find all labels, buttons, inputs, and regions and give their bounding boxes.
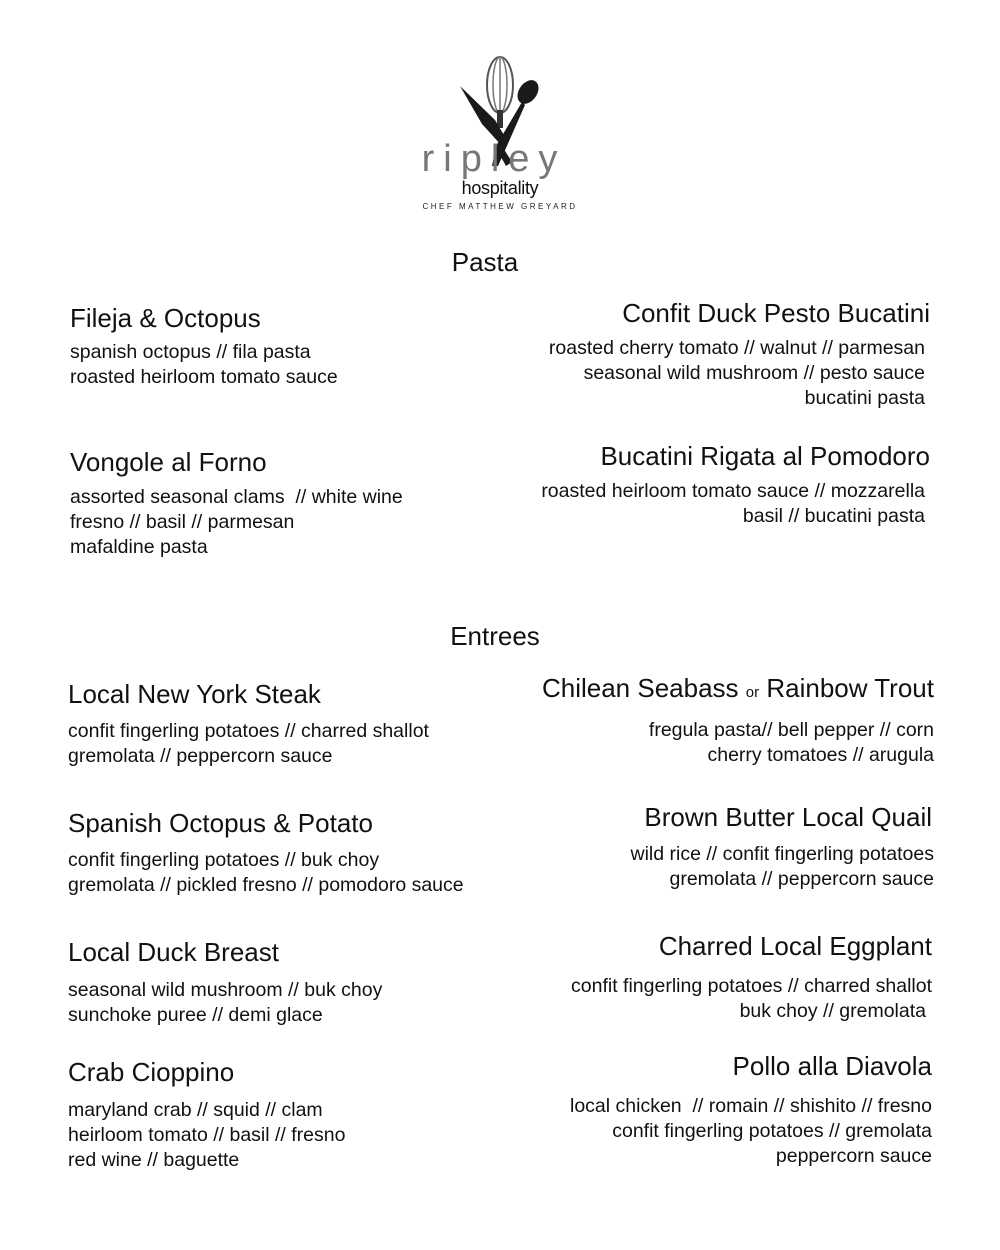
item-description bbox=[542, 718, 934, 768]
description-line: red wine // baguette bbox=[68, 1149, 240, 1171]
description-line: Rainbow Trout bbox=[766, 673, 934, 703]
description-line: wild rice // confit fingerling potatoes bbox=[630, 843, 934, 865]
menu-item bbox=[68, 1056, 345, 1173]
item-description bbox=[570, 1094, 932, 1169]
item-title: Brown Butter Local Quail bbox=[644, 802, 932, 832]
item-description bbox=[631, 842, 935, 892]
menu-item bbox=[571, 930, 932, 1024]
item-title: Vongole al Forno bbox=[70, 447, 267, 477]
item-description bbox=[70, 340, 338, 390]
description-line: gremolata // peppercorn sauce bbox=[669, 868, 934, 890]
item-title: Spanish Octopus & Potato bbox=[68, 808, 373, 838]
description-line: fresno // basil // parmesan bbox=[70, 511, 295, 533]
description-line: mafaldine pasta bbox=[70, 536, 208, 558]
description-line: or bbox=[745, 684, 760, 701]
item-title: Confit Duck Pesto Bucatini bbox=[622, 298, 930, 328]
description-line: confit fingerling potatoes // charred shallot bbox=[571, 975, 932, 997]
item-title: Bucatini Rigata al Pomodoro bbox=[600, 441, 930, 471]
menu-item bbox=[70, 446, 403, 560]
description-line: sunchoke puree // demi glace bbox=[68, 1004, 323, 1026]
logo-wordmark: ripley bbox=[421, 138, 567, 180]
description-line: basil // bucatini pasta bbox=[742, 505, 925, 527]
description-line: seasonal wild mushroom // buk choy bbox=[68, 979, 383, 1001]
section-heading-pasta: Pasta bbox=[451, 247, 519, 277]
item-description bbox=[68, 978, 382, 1028]
description-line: maryland crab // squid // clam bbox=[68, 1099, 323, 1121]
menu-item bbox=[68, 678, 429, 769]
description-line: roasted cherry tomato // walnut // parmesan bbox=[548, 337, 925, 359]
item-title: Fileja & Octopus bbox=[70, 303, 261, 333]
description-line: gremolata // pickled fresno // pomodoro sauce bbox=[68, 874, 464, 896]
menu-item bbox=[542, 672, 934, 768]
item-description bbox=[68, 1098, 345, 1173]
menu-item bbox=[549, 297, 930, 411]
menu-item bbox=[70, 302, 338, 390]
description-line: fregula pasta// bell pepper // corn bbox=[648, 719, 934, 741]
item-description bbox=[68, 848, 464, 898]
item-description bbox=[541, 479, 925, 529]
description-line: bucatini pasta bbox=[804, 387, 925, 409]
description-line: buk choy // gremolata bbox=[739, 1000, 926, 1022]
logo-subtitle: hospitality bbox=[461, 178, 539, 198]
menu-item bbox=[570, 1050, 932, 1169]
description-line: confit fingerling potatoes // charred shallot bbox=[68, 720, 429, 742]
item-title: Pollo alla Diavola bbox=[732, 1051, 932, 1081]
logo-chef-name: CHEF MATTHEW GREYARD bbox=[422, 202, 578, 211]
section-heading-entrees: Entrees bbox=[450, 621, 540, 651]
description-line: heirloom tomato // basil // fresno bbox=[68, 1124, 346, 1146]
description-line: roasted heirloom tomato sauce bbox=[70, 366, 338, 388]
description-line: gremolata // peppercorn sauce bbox=[68, 745, 333, 767]
description-line: cherry tomatoes // arugula bbox=[707, 744, 934, 766]
item-title: Local New York Steak bbox=[68, 679, 321, 709]
menu-item bbox=[631, 801, 933, 892]
item-title: Local Duck Breast bbox=[68, 937, 279, 967]
item-title: Charred Local Eggplant bbox=[658, 931, 932, 961]
item-title: Crab Cioppino bbox=[68, 1057, 235, 1087]
item-description bbox=[549, 336, 925, 411]
menu-item bbox=[68, 936, 382, 1028]
description-line: seasonal wild mushroom // pesto sauce bbox=[583, 362, 925, 384]
description-line: confit fingerling potatoes // gremolata bbox=[612, 1120, 932, 1142]
description-line: confit fingerling potatoes // buk choy bbox=[68, 849, 380, 871]
item-description bbox=[68, 719, 429, 769]
menu-item bbox=[541, 440, 930, 529]
item-title bbox=[542, 672, 934, 709]
description-line: roasted heirloom tomato sauce // mozzarella bbox=[541, 480, 925, 502]
item-description bbox=[70, 485, 403, 560]
description-line: spanish octopus // fila pasta bbox=[70, 341, 311, 363]
description-line: peppercorn sauce bbox=[775, 1145, 932, 1167]
description-line: local chicken // romain // shishito // fresno bbox=[570, 1095, 932, 1117]
item-description bbox=[571, 974, 932, 1024]
description-line: Chilean Seabass bbox=[541, 673, 739, 703]
description-line: assorted seasonal clams // white wine bbox=[70, 486, 403, 508]
menu-item bbox=[68, 807, 464, 898]
